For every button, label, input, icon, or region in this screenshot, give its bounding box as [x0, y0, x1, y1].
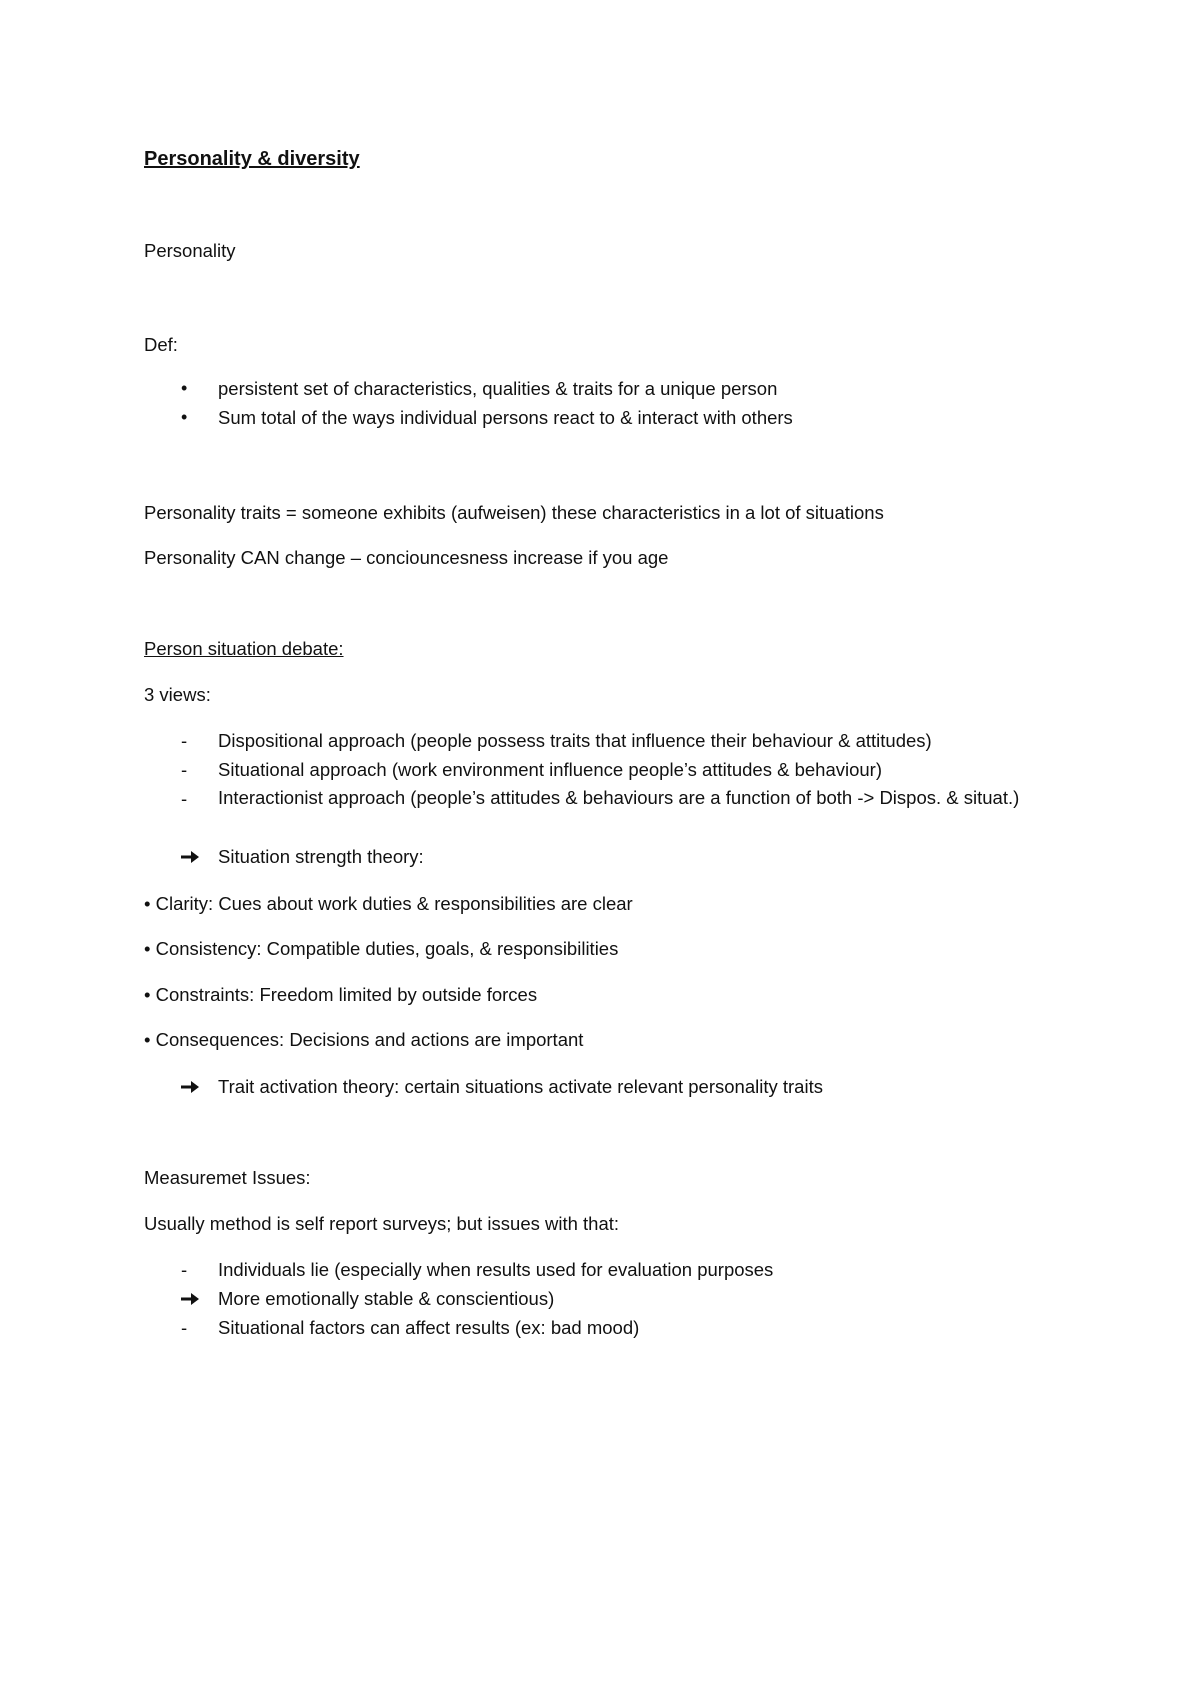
view-item-text: Interactionist approach (people’s attitudes & behaviours are a function of both -> Dispos. & situat.): [218, 787, 1020, 808]
bullet-icon: •: [181, 407, 188, 427]
measurement-intro: Usually method is self report surveys; but issues with that:: [144, 1213, 620, 1234]
section-heading: Personality: [144, 240, 236, 261]
arrow-right-icon: [180, 1079, 200, 1095]
dash-icon: -: [181, 788, 188, 809]
trait-activation-text: Trait activation theory: certain situations activate relevant personality traits: [218, 1076, 823, 1097]
list-item: [144, 787, 1064, 845]
strength-point: • Clarity: Cues about work duties & responsibilities are clear: [144, 893, 633, 914]
issue-text: Situational factors can affect results (ex: bad mood): [218, 1317, 640, 1338]
debate-heading: Person situation debate:: [144, 638, 344, 659]
strength-point: • Consequences: Decisions and actions are important: [144, 1029, 584, 1050]
dash-icon: -: [181, 730, 188, 751]
measurement-heading: Measuremet Issues:: [144, 1167, 311, 1188]
def-item-text: persistent set of characteristics, qualities & traits for a unique person: [218, 378, 778, 399]
dash-icon: -: [181, 1317, 188, 1338]
change-line: Personality CAN change – conciouncesness increase if you age: [144, 547, 669, 568]
arrow-right-icon: [180, 849, 200, 865]
dash-icon: -: [181, 1259, 188, 1280]
strength-point: • Constraints: Freedom limited by outside forces: [144, 984, 538, 1005]
issue-text: More emotionally stable & conscientious): [218, 1288, 555, 1309]
dash-icon: -: [181, 759, 188, 780]
view-item-text: Dispositional approach (people possess traits that influence their behaviour & attitudes): [218, 730, 932, 751]
def-label: Def:: [144, 334, 178, 355]
strength-point: • Consistency: Compatible duties, goals, & responsibilities: [144, 938, 619, 959]
document-title: Personality & diversity: [144, 148, 360, 170]
bullet-icon: •: [181, 378, 188, 398]
issue-text: Individuals lie (especially when results used for evaluation purposes: [218, 1259, 774, 1280]
def-item-text: Sum total of the ways individual persons react to & interact with others: [218, 407, 793, 428]
views-label: 3 views:: [144, 684, 211, 705]
view-item-text: Situational approach (work environment influence people’s attitudes & behaviour): [218, 759, 883, 780]
traits-line: Personality traits = someone exhibits (aufweisen) these characteristics in a lot of situations: [144, 502, 884, 523]
arrow-right-icon: [180, 1291, 200, 1307]
strength-theory-text: Situation strength theory:: [218, 846, 424, 867]
